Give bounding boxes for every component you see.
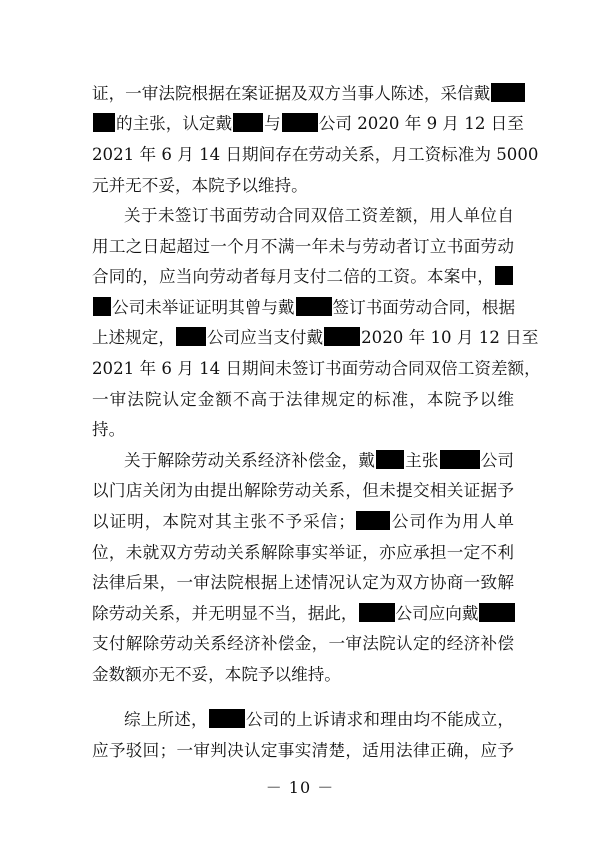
redaction-mark <box>356 511 390 530</box>
text-segment: 证，一审法院根据在案证据及双方当事人陈述，采信戴 <box>92 84 491 103</box>
text-segment: 除劳动关系，并无明显不当，据此， <box>92 604 358 623</box>
text-segment: 公司应向戴 <box>395 604 479 623</box>
text-line: 位，未就双方劳动关系解除事实举证，亦应承担一定不利 <box>92 543 514 562</box>
text-line: 元并无不妥，本院予以维持。 <box>92 176 308 195</box>
text-segment: 签订书面劳动合同，根据 <box>332 298 516 317</box>
redaction-mark <box>440 450 480 469</box>
redaction-mark <box>93 113 115 132</box>
text-line: 持。 <box>92 420 126 439</box>
text-line <box>92 109 524 139</box>
text-line <box>92 293 514 323</box>
redaction-mark <box>491 83 525 102</box>
text-segment: 公司 2020 年 9 月 12 日至 <box>318 114 524 133</box>
text-line <box>92 507 514 537</box>
text-line: 应予驳回；一审判决认定事实清楚，适用法律正确，应予 <box>92 741 514 760</box>
text-segment: 的主张，认定戴 <box>116 114 233 133</box>
text-segment: 公司未举证证明其曾与戴 <box>112 298 295 317</box>
redaction-mark <box>233 113 263 132</box>
text-line: 金数额亦无不妥，本院予以维持。 <box>92 665 341 684</box>
text-segment: 与 <box>264 114 281 133</box>
text-line: 2021 年 6 月 14 日期间存在劳动关系，月工资标准为 5000 <box>92 145 539 164</box>
text-line: 关于未签订书面劳动合同双倍工资差额，用人单位自 <box>124 206 514 225</box>
redaction-mark <box>324 327 360 346</box>
redaction-mark <box>209 709 245 728</box>
text-line <box>124 705 514 735</box>
redaction-mark <box>359 603 395 622</box>
text-segment: 合同的，应当向劳动者每月支付二倍的工资。本案中， <box>92 267 494 286</box>
text-line: 用工之日起超过一个月不满一年未与劳动者订立书面劳动 <box>92 237 514 256</box>
text-line <box>92 323 539 353</box>
text-segment: 上述规定， <box>92 328 175 347</box>
redaction-mark <box>495 266 513 285</box>
redaction-mark <box>176 327 206 346</box>
text-line: 支付解除劳动关系经济补偿金，一审法院认定的经济补偿 <box>92 634 514 653</box>
text-line: 2021 年 6 月 14 日期间未签订书面劳动合同双倍工资差额， <box>92 359 541 378</box>
text-segment: 主张 <box>404 451 439 470</box>
redaction-mark <box>376 450 404 469</box>
text-line: 以门店关闭为由提出解除劳动关系，但未提交相关证据予 <box>92 481 514 500</box>
text-line <box>92 262 514 292</box>
text-segment: 公司的上诉请求和理由均不能成立， <box>245 710 515 729</box>
page-number: － 10 － <box>265 778 335 797</box>
text-line <box>124 446 514 476</box>
text-segment: 关于解除劳动关系经济补偿金，戴 <box>124 451 375 470</box>
redaction-mark <box>296 297 332 316</box>
text-segment: 公司应当支付戴 <box>206 328 324 347</box>
redaction-mark <box>479 603 515 622</box>
text-line: 法律后果，一审法院根据上述情况认定为双方协商一致解 <box>92 573 514 592</box>
text-segment: 公司作为用人单 <box>390 512 515 531</box>
text-segment: 综上所述， <box>124 710 208 729</box>
redaction-mark <box>93 297 111 316</box>
text-line <box>92 599 514 629</box>
text-line: 一审法院认定金额不高于法律规定的标准，本院予以维 <box>92 390 514 409</box>
text-segment: 公司 <box>480 451 515 470</box>
text-line <box>92 79 514 109</box>
redaction-mark <box>282 113 318 132</box>
text-segment: 2020 年 10 月 12 日至 <box>361 328 539 347</box>
text-segment: 以证明，本院对其主张不予采信； <box>92 512 355 531</box>
